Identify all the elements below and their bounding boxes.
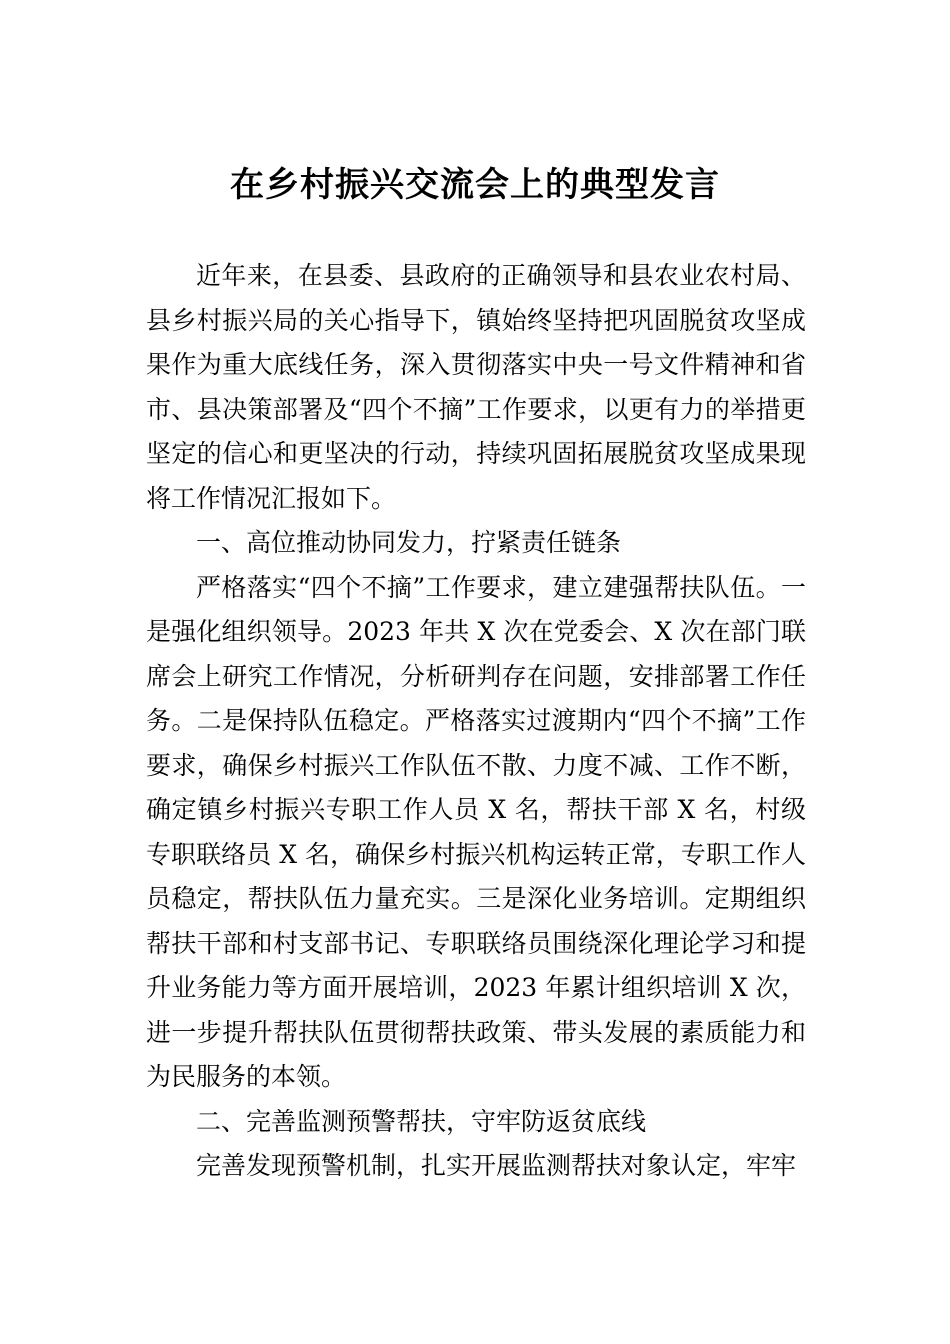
section-paragraph-2: 完善发现预警机制，扎实开展监测帮扶对象认定，牢牢 xyxy=(196,1151,797,1180)
section-paragraph-1: 严格落实“四个不摘”工作要求，建立建强帮扶队伍。一是强化组织领导。2023 年共 X 次在党委会、X 次在部门联席会上研究工作情况，分析研判存在问题，安排部署工作任务。二是保持队伍稳定。严格落实过渡期内“四个不摘”工作要求，确保乡村振兴工作队伍不散、力度不减、工作不断，确定镇乡村振兴专职工作人员 X 名，帮扶干部 X 名，村级专职联络员 X 名，确保乡村振兴机构运转正常，专职工作人员稳定，帮扶队伍力量充实。三是深化业务培训。定期组织帮扶干部和村支部书记、专职联络员围绕深化理论学习和提升业务能力等方面开展培训，2023 年累计组织培训 X 次，进一步提升帮扶队伍贯彻帮扶政策、带头发展的素质能力和为民服务的本领。 xyxy=(146,572,806,1091)
section-heading-1: 一、高位推动协同发力，拧紧责任链条 xyxy=(196,528,622,557)
section-heading-2: 二、完善监测预警帮扶，守牢防返贫底线 xyxy=(196,1106,647,1136)
document-body xyxy=(146,254,806,1189)
intro-paragraph: 近年来，在县委、县政府的正确领导和县农业农村局、县乡村振兴局的关心指导下，镇始终坚持把巩固脱贫攻坚成果作为重大底线任务，深入贯彻落实中央一号文件精神和省市、县决策部署及“四个不摘”工作要求，以更有力的举措更坚定的信心和更坚决的行动，持续巩固拓展脱贫攻坚成果现将工作情况汇报如下。 xyxy=(146,261,806,513)
document-title: 在乡村振兴交流会上的典型发言 xyxy=(230,165,720,205)
